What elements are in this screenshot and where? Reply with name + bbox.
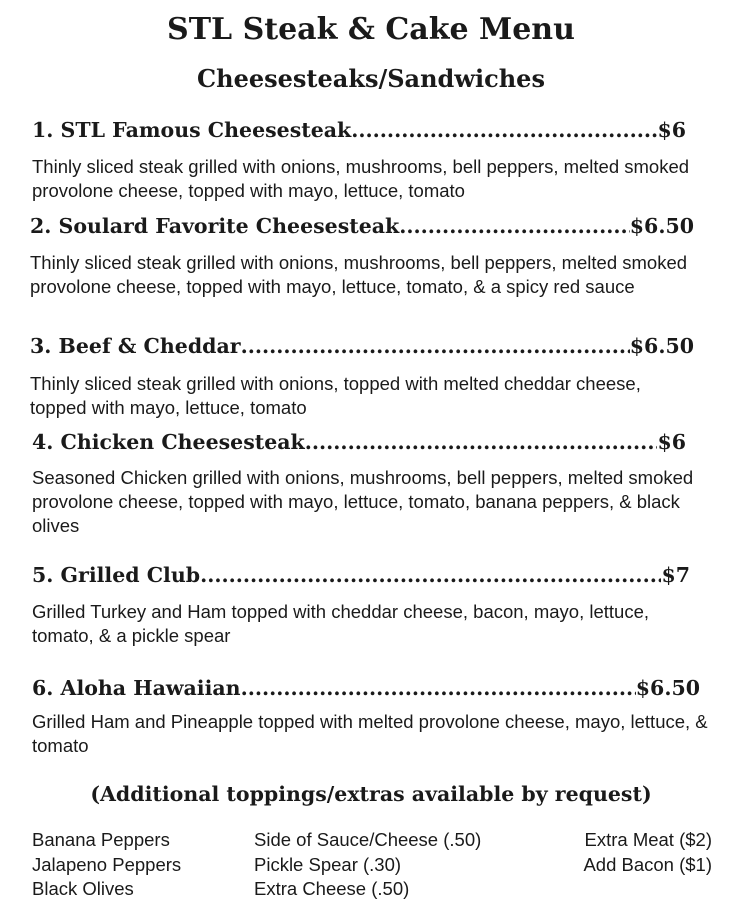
leader-dots — [399, 214, 630, 238]
menu-item-price: $6.50 — [635, 676, 700, 700]
topping-item: Black Olives — [32, 878, 134, 899]
topping-item: Add Bacon ($1) — [583, 853, 712, 875]
menu-item-name: 5. Grilled Club — [32, 563, 201, 587]
menu-subtitle: Cheesesteaks/Sandwiches — [197, 64, 545, 93]
menu-item-5-header — [32, 563, 690, 587]
menu-item-3-description: Thinly sliced steak grilled with onions, topped with melted cheddar cheese, topped with mayo, lettuce, tomato — [30, 373, 641, 418]
menu-item-2-description: Thinly sliced steak grilled with onions, mushrooms, bell peppers, melted smoked provolone cheese, topped with mayo, lettuce, tomato, & a spicy red sauce — [30, 252, 688, 297]
menu-item-4-header — [32, 430, 686, 454]
topping-item: Banana Peppers — [32, 829, 170, 850]
menu-item-name: 2. Soulard Favorite Cheesesteak — [30, 214, 400, 238]
menu-item-price: $6.50 — [629, 214, 694, 238]
menu-item-price: $7 — [661, 563, 690, 587]
toppings-column-3 — [583, 828, 712, 877]
menu-item-price: $6 — [657, 430, 686, 454]
leader-dots — [241, 334, 630, 358]
menu-item-name: 1. STL Famous Cheesesteak — [32, 118, 352, 142]
menu-item-name: 4. Chicken Cheesesteak — [32, 430, 305, 454]
menu-item-price: $6.50 — [629, 334, 694, 358]
menu-item-2-header — [30, 214, 694, 238]
menu-item-5-description: Grilled Turkey and Ham topped with cheddar cheese, bacon, mayo, lettuce, tomato, & a pickle spear — [32, 601, 650, 646]
topping-item: Jalapeno Peppers — [32, 853, 182, 875]
extras-title: (Additional toppings/extras available by request) — [90, 782, 652, 806]
menu-item-name: 6. Aloha Hawaiian — [32, 676, 241, 700]
menu-item-4-description: Seasoned Chicken grilled with onions, mushrooms, bell peppers, melted smoked provolone cheese, topped with mayo, lettuce, tomato, banana peppers, & black olives — [32, 467, 694, 536]
toppings-column-2 — [254, 828, 481, 902]
menu-item-price: $6 — [657, 118, 686, 142]
leader-dots — [351, 118, 657, 142]
menu-item-name: 3. Beef & Cheddar — [30, 334, 241, 358]
topping-item: Extra Cheese (.50) — [254, 878, 410, 899]
menu-title: STL Steak & Cake Menu — [167, 12, 575, 47]
leader-dots — [305, 430, 658, 454]
menu-item-6-header — [32, 676, 700, 700]
topping-item: Extra Meat ($2) — [584, 829, 712, 850]
menu-item-3-header — [30, 334, 694, 358]
menu-item-6-description: Grilled Ham and Pineapple topped with melted provolone cheese, mayo, lettuce, & tomato — [32, 711, 708, 756]
menu-item-1-description: Thinly sliced steak grilled with onions, mushrooms, bell peppers, melted smoked provolone cheese, topped with mayo, lettuce, tomato — [32, 156, 690, 201]
leader-dots — [241, 676, 636, 700]
topping-item: Side of Sauce/Cheese (.50) — [254, 829, 482, 850]
toppings-column-1 — [32, 828, 181, 902]
menu-item-1-header — [32, 118, 686, 142]
leader-dots — [200, 563, 661, 587]
topping-item: Pickle Spear (.30) — [254, 853, 402, 875]
